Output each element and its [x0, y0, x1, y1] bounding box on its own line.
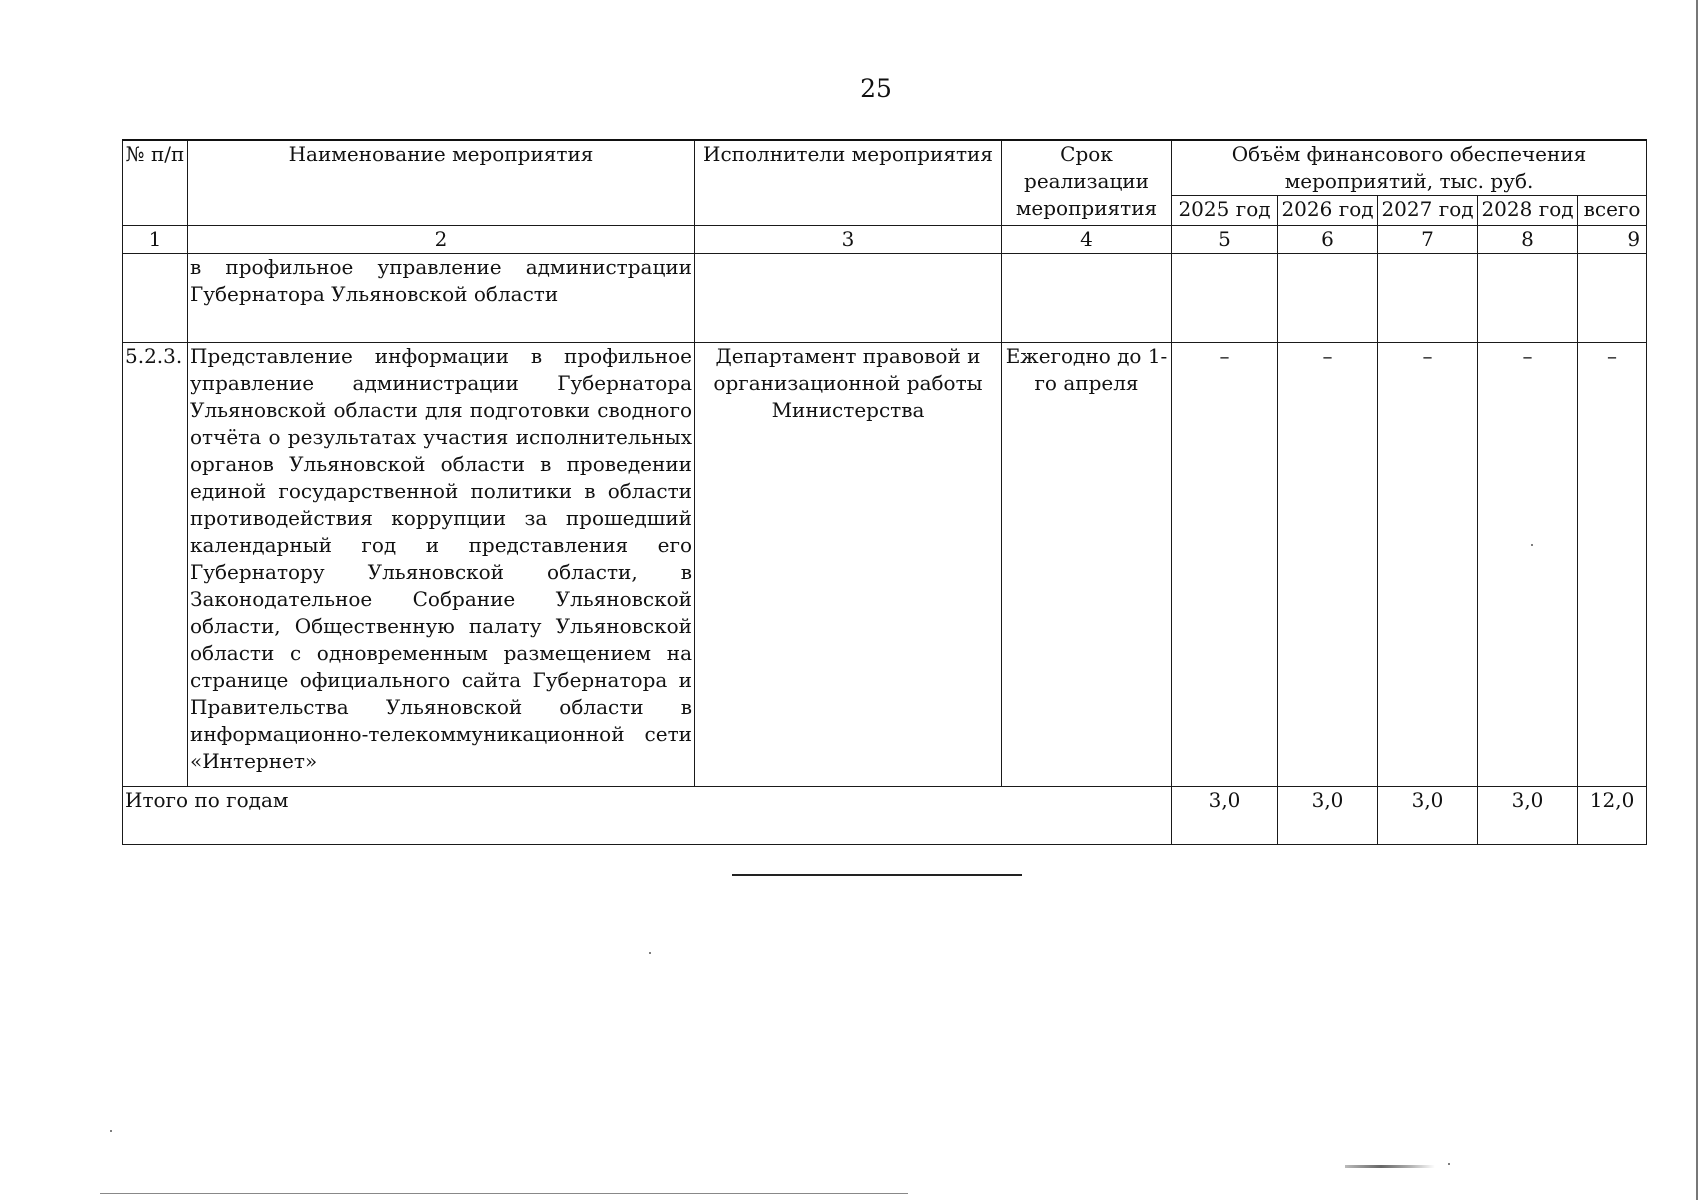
column-number: 6 — [1278, 226, 1378, 254]
column-number: 2 — [188, 226, 695, 254]
column-number: 7 — [1378, 226, 1478, 254]
header-executors: Исполнители мероприятия — [695, 140, 1002, 226]
column-number: 3 — [695, 226, 1002, 254]
row-value-2028: – — [1478, 343, 1578, 787]
page-number: 25 — [860, 74, 892, 103]
row-value-2026: – — [1278, 343, 1378, 787]
row-value-2027 — [1378, 254, 1478, 343]
scan-edge-line — [1696, 0, 1698, 1200]
header-year-2027: 2027 год — [1378, 196, 1478, 226]
row-name: в профильное управление администрации Губернатора Ульяновской области — [188, 254, 695, 343]
end-of-document-line — [732, 874, 1022, 876]
row-value-2027: – — [1378, 343, 1478, 787]
row-name: Представление информации в профильное управление администрации Губернатора Ульяновской области для подготовки сводного отчёта о результатах участия исполнительных органов Ульяновской области в проведении единой государственной политики в области противодействия коррупции за прошедший календарный год и представления его Губернатору Ульяновской области, в Законодательное Собрание Ульяновской области, Общественную палату Ульяновской области с одновременным размещением на странице официального сайта Губернатора и Правительства Ульяновской области в информационно-телекоммуникационной сети «Интернет» — [188, 343, 695, 787]
row-term — [1002, 254, 1172, 343]
total-value-2025: 3,0 — [1172, 787, 1278, 845]
scan-speck — [1531, 544, 1533, 546]
scan-speck — [110, 1130, 112, 1132]
total-label: Итого по годам — [123, 787, 1172, 845]
table-row — [123, 254, 1647, 343]
activities-table — [122, 139, 1647, 845]
row-num: 5.2.3. — [123, 343, 188, 787]
scan-speck — [1448, 1163, 1450, 1165]
column-number: 1 — [123, 226, 188, 254]
scan-speck — [649, 952, 651, 954]
total-value-2027: 3,0 — [1378, 787, 1478, 845]
row-value-2026 — [1278, 254, 1378, 343]
row-num — [123, 254, 188, 343]
header-name: Наименование мероприятия — [188, 140, 695, 226]
scan-smudge — [1345, 1165, 1435, 1168]
row-value-total: – — [1578, 343, 1647, 787]
row-value-total — [1578, 254, 1647, 343]
column-numbers-row — [123, 226, 1647, 254]
row-term: Ежегодно до 1-го апреля — [1002, 343, 1172, 787]
header-num: № п/п — [123, 140, 188, 226]
header-term: Срок реализации мероприятия — [1002, 140, 1172, 226]
total-row — [123, 787, 1647, 845]
header-year-2025: 2025 год — [1172, 196, 1278, 226]
header-year-2028: 2028 год — [1478, 196, 1578, 226]
header-row-1 — [123, 140, 1647, 196]
total-value-all: 12,0 — [1578, 787, 1647, 845]
header-year-2026: 2026 год — [1278, 196, 1378, 226]
column-number: 9 — [1578, 226, 1647, 254]
row-value-2028 — [1478, 254, 1578, 343]
header-total: всего — [1578, 196, 1647, 226]
table-row — [123, 343, 1647, 787]
column-number: 4 — [1002, 226, 1172, 254]
column-number: 8 — [1478, 226, 1578, 254]
row-value-2025: – — [1172, 343, 1278, 787]
row-executors: Департамент правовой и организационной работы Министерства — [695, 343, 1002, 787]
column-number: 5 — [1172, 226, 1278, 254]
row-executors — [695, 254, 1002, 343]
total-value-2026: 3,0 — [1278, 787, 1378, 845]
scan-artifact-line — [100, 1193, 908, 1194]
row-value-2025 — [1172, 254, 1278, 343]
header-funding: Объём финансового обеспечения мероприятий, тыс. руб. — [1172, 140, 1647, 196]
total-value-2028: 3,0 — [1478, 787, 1578, 845]
